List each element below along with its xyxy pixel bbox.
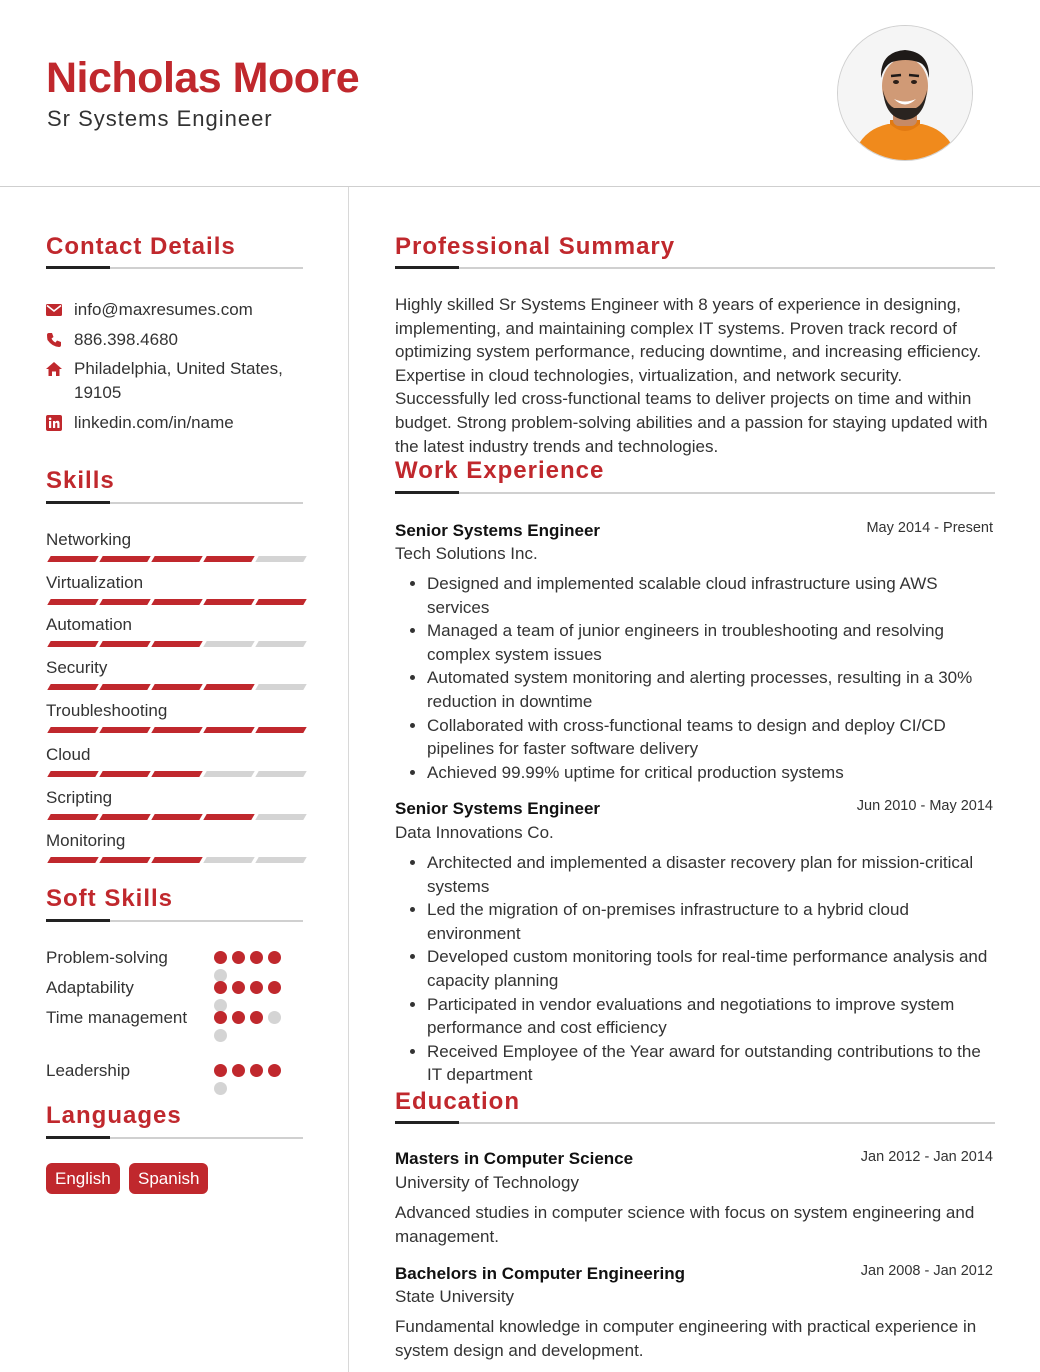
skill-level-segment — [203, 727, 254, 733]
job-bullet: • Designed and implemented scalable cloud infrastructure using AWS services — [427, 572, 997, 619]
languages-heading-rule — [46, 1137, 303, 1139]
skill-level-segment — [151, 599, 202, 605]
skill-level-segment — [151, 727, 202, 733]
education-dates: Jan 2012 - Jan 2014 — [860, 1149, 993, 1165]
skill-level-segment — [99, 771, 150, 777]
soft-skill-label: Leadership — [46, 1061, 131, 1080]
linkedin-icon — [46, 415, 62, 431]
contact-address-text: Philadelphia, United States, 19105 — [74, 359, 283, 402]
summary-heading: Professional Summary — [395, 233, 676, 260]
skill-level-bar — [46, 814, 302, 820]
education-school: State University — [395, 1287, 515, 1306]
soft-skill-dot — [250, 1064, 263, 1077]
skill-label: Monitoring — [46, 831, 126, 850]
skills-heading-rule — [46, 502, 303, 504]
skill-level-segment — [203, 814, 254, 820]
skill-label: Security — [46, 658, 108, 677]
soft-skills-heading-rule — [46, 920, 303, 922]
skill-level-segment — [203, 556, 254, 562]
avatar-portrait-icon — [838, 26, 972, 160]
job-bullet: • Developed custom monitoring tools for real-time performance analysis and capacity planning — [427, 945, 997, 992]
job-company: Data Innovations Co. — [395, 823, 554, 842]
skill-level-segment — [99, 599, 150, 605]
skill-level-segment — [47, 814, 98, 820]
candidate-name: Nicholas Moore — [46, 54, 360, 102]
skill-level-segment — [99, 727, 150, 733]
education-description: Fundamental knowledge in computer engineering with practical experience in system design and development. — [395, 1317, 977, 1360]
education-school: University of Technology — [395, 1173, 579, 1192]
soft-skill-dot — [250, 951, 263, 964]
contact-heading: Contact Details — [46, 233, 236, 260]
soft-skill-dot — [232, 1064, 245, 1077]
job-bullet: • Participated in vendor evaluations and negotiations to improve system performance and cost efficiency — [427, 993, 997, 1040]
skill-level-segment — [47, 727, 98, 733]
skill-level-segment — [255, 814, 306, 820]
candidate-title: Sr Systems Engineer — [47, 106, 273, 131]
soft-skill-label: Time management — [46, 1008, 188, 1027]
work-heading-rule — [395, 492, 995, 494]
skill-level-segment — [255, 599, 306, 605]
job-bullet: • Received Employee of the Year award for outstanding contributions to the IT department — [427, 1040, 997, 1087]
soft-skill-dot — [214, 951, 227, 964]
skill-level-segment — [99, 857, 150, 863]
contact-email-text: info@maxresumes.com — [74, 300, 253, 319]
skill-label: Cloud — [46, 745, 91, 764]
job-bullet: • Led the migration of on-premises infrastructure to a hybrid cloud environment — [427, 898, 997, 945]
contact-linkedin-text: linkedin.com/in/name — [74, 413, 234, 432]
soft-skill-dot — [232, 1011, 245, 1024]
soft-skill-label: Adaptability — [46, 978, 134, 997]
soft-skill-dot — [268, 951, 281, 964]
soft-skill-dot — [250, 1011, 263, 1024]
skill-level-segment — [99, 684, 150, 690]
skill-level-bar — [46, 727, 302, 733]
soft-skill-dot — [268, 1011, 281, 1024]
skill-level-segment — [47, 771, 98, 777]
soft-skill-dot — [232, 951, 245, 964]
resume-header — [0, 0, 1040, 187]
skill-level-segment — [255, 771, 306, 777]
skill-label: Virtualization — [46, 573, 144, 592]
skill-label: Networking — [46, 530, 132, 549]
soft-skill-dot — [232, 981, 245, 994]
education-heading-rule — [395, 1122, 995, 1124]
skill-level-segment — [255, 641, 306, 647]
skill-level-segment — [47, 599, 98, 605]
soft-skill-dot — [214, 981, 227, 994]
skill-level-segment — [203, 857, 254, 863]
job-bullet: • Architected and implemented a disaster recovery plan for mission-critical systems — [427, 851, 997, 898]
envelope-icon — [46, 302, 62, 318]
skill-level-segment — [203, 641, 254, 647]
skill-level-segment — [151, 641, 202, 647]
soft-skill-label: Problem-solving — [46, 948, 168, 967]
job-bullet: • Automated system monitoring and alerting processes, resulting in a 30% reduction in downtime — [427, 666, 997, 713]
skill-level-segment — [255, 556, 306, 562]
education-degree: Bachelors in Computer Engineering — [395, 1264, 685, 1283]
soft-skill-dot — [214, 1082, 227, 1095]
skill-level-segment — [99, 641, 150, 647]
skill-level-segment — [47, 684, 98, 690]
summary-text: Highly skilled Sr Systems Engineer with 8 years of experience in designing, implementing, and maintaining complex IT systems. Proven track record of optimizing system performance, reducing downtime, and increasing efficiency. Expertise in cloud technologies, virtualization, and network security. Successfully led cross-functional teams to deliver projects on time and within budget. Strong problem-solving abilities and a passion for staying updated with the latest industry trends and technologies. — [395, 295, 988, 456]
contact-heading-rule — [46, 267, 303, 269]
skill-label: Scripting — [46, 788, 113, 807]
skill-level-segment — [47, 556, 98, 562]
phone-icon — [46, 332, 62, 348]
education-heading: Education — [395, 1088, 521, 1115]
soft-skill-rating — [214, 1064, 286, 1100]
home-icon — [46, 361, 62, 377]
job-dates: May 2014 - Present — [866, 520, 993, 536]
skills-heading: Skills — [46, 467, 115, 494]
skill-level-segment — [99, 814, 150, 820]
soft-skills-heading: Soft Skills — [46, 885, 174, 912]
skill-level-segment — [151, 684, 202, 690]
summary-heading-rule — [395, 267, 995, 269]
skill-label: Troubleshooting — [46, 701, 168, 720]
skill-level-segment — [151, 771, 202, 777]
skill-level-segment — [255, 727, 306, 733]
job-company: Tech Solutions Inc. — [395, 544, 538, 563]
soft-skill-dot — [268, 981, 281, 994]
language-pill-spanish: Spanish — [129, 1163, 208, 1194]
skill-level-segment — [255, 684, 306, 690]
skill-level-segment — [47, 641, 98, 647]
skill-level-bar — [46, 599, 302, 605]
job-bullets — [395, 572, 997, 784]
skill-label: Automation — [46, 615, 132, 634]
skill-level-segment — [203, 684, 254, 690]
job-bullet: • Achieved 99.99% uptime for critical production systems — [427, 761, 997, 785]
soft-skill-dot — [214, 1011, 227, 1024]
skill-level-segment — [47, 857, 98, 863]
skill-level-bar — [46, 556, 302, 562]
languages-heading: Languages — [46, 1102, 182, 1129]
job-bullet: • Collaborated with cross-functional teams to design and deploy CI/CD pipelines for faster software delivery — [427, 714, 997, 761]
skill-level-segment — [151, 857, 202, 863]
education-degree: Masters in Computer Science — [395, 1149, 634, 1168]
job-title: Senior Systems Engineer — [395, 521, 601, 540]
soft-skill-rating — [214, 1011, 286, 1047]
soft-skill-dot — [214, 1029, 227, 1042]
skill-level-bar — [46, 684, 302, 690]
skill-level-segment — [151, 556, 202, 562]
soft-skill-dot — [214, 1064, 227, 1077]
contact-phone-text: 886.398.4680 — [74, 330, 178, 349]
job-bullet: • Managed a team of junior engineers in troubleshooting and resolving complex system issues — [427, 619, 997, 666]
skill-level-segment — [203, 599, 254, 605]
skill-level-bar — [46, 771, 302, 777]
soft-skill-dot — [250, 981, 263, 994]
job-bullets — [395, 851, 997, 1087]
job-title: Senior Systems Engineer — [395, 799, 601, 818]
skill-level-bar — [46, 857, 302, 863]
language-pill-english: English — [46, 1163, 120, 1194]
soft-skill-dot — [268, 1064, 281, 1077]
education-description: Advanced studies in computer science with focus on system engineering and management. — [395, 1203, 975, 1246]
education-dates: Jan 2008 - Jan 2012 — [860, 1263, 993, 1279]
skill-level-bar — [46, 641, 302, 647]
work-heading: Work Experience — [395, 457, 605, 484]
profile-photo — [837, 25, 973, 161]
skill-level-segment — [203, 771, 254, 777]
column-divider — [348, 187, 349, 1372]
skill-level-segment — [151, 814, 202, 820]
skill-level-segment — [255, 857, 306, 863]
job-dates: Jun 2010 - May 2014 — [856, 798, 993, 814]
skill-level-segment — [99, 556, 150, 562]
